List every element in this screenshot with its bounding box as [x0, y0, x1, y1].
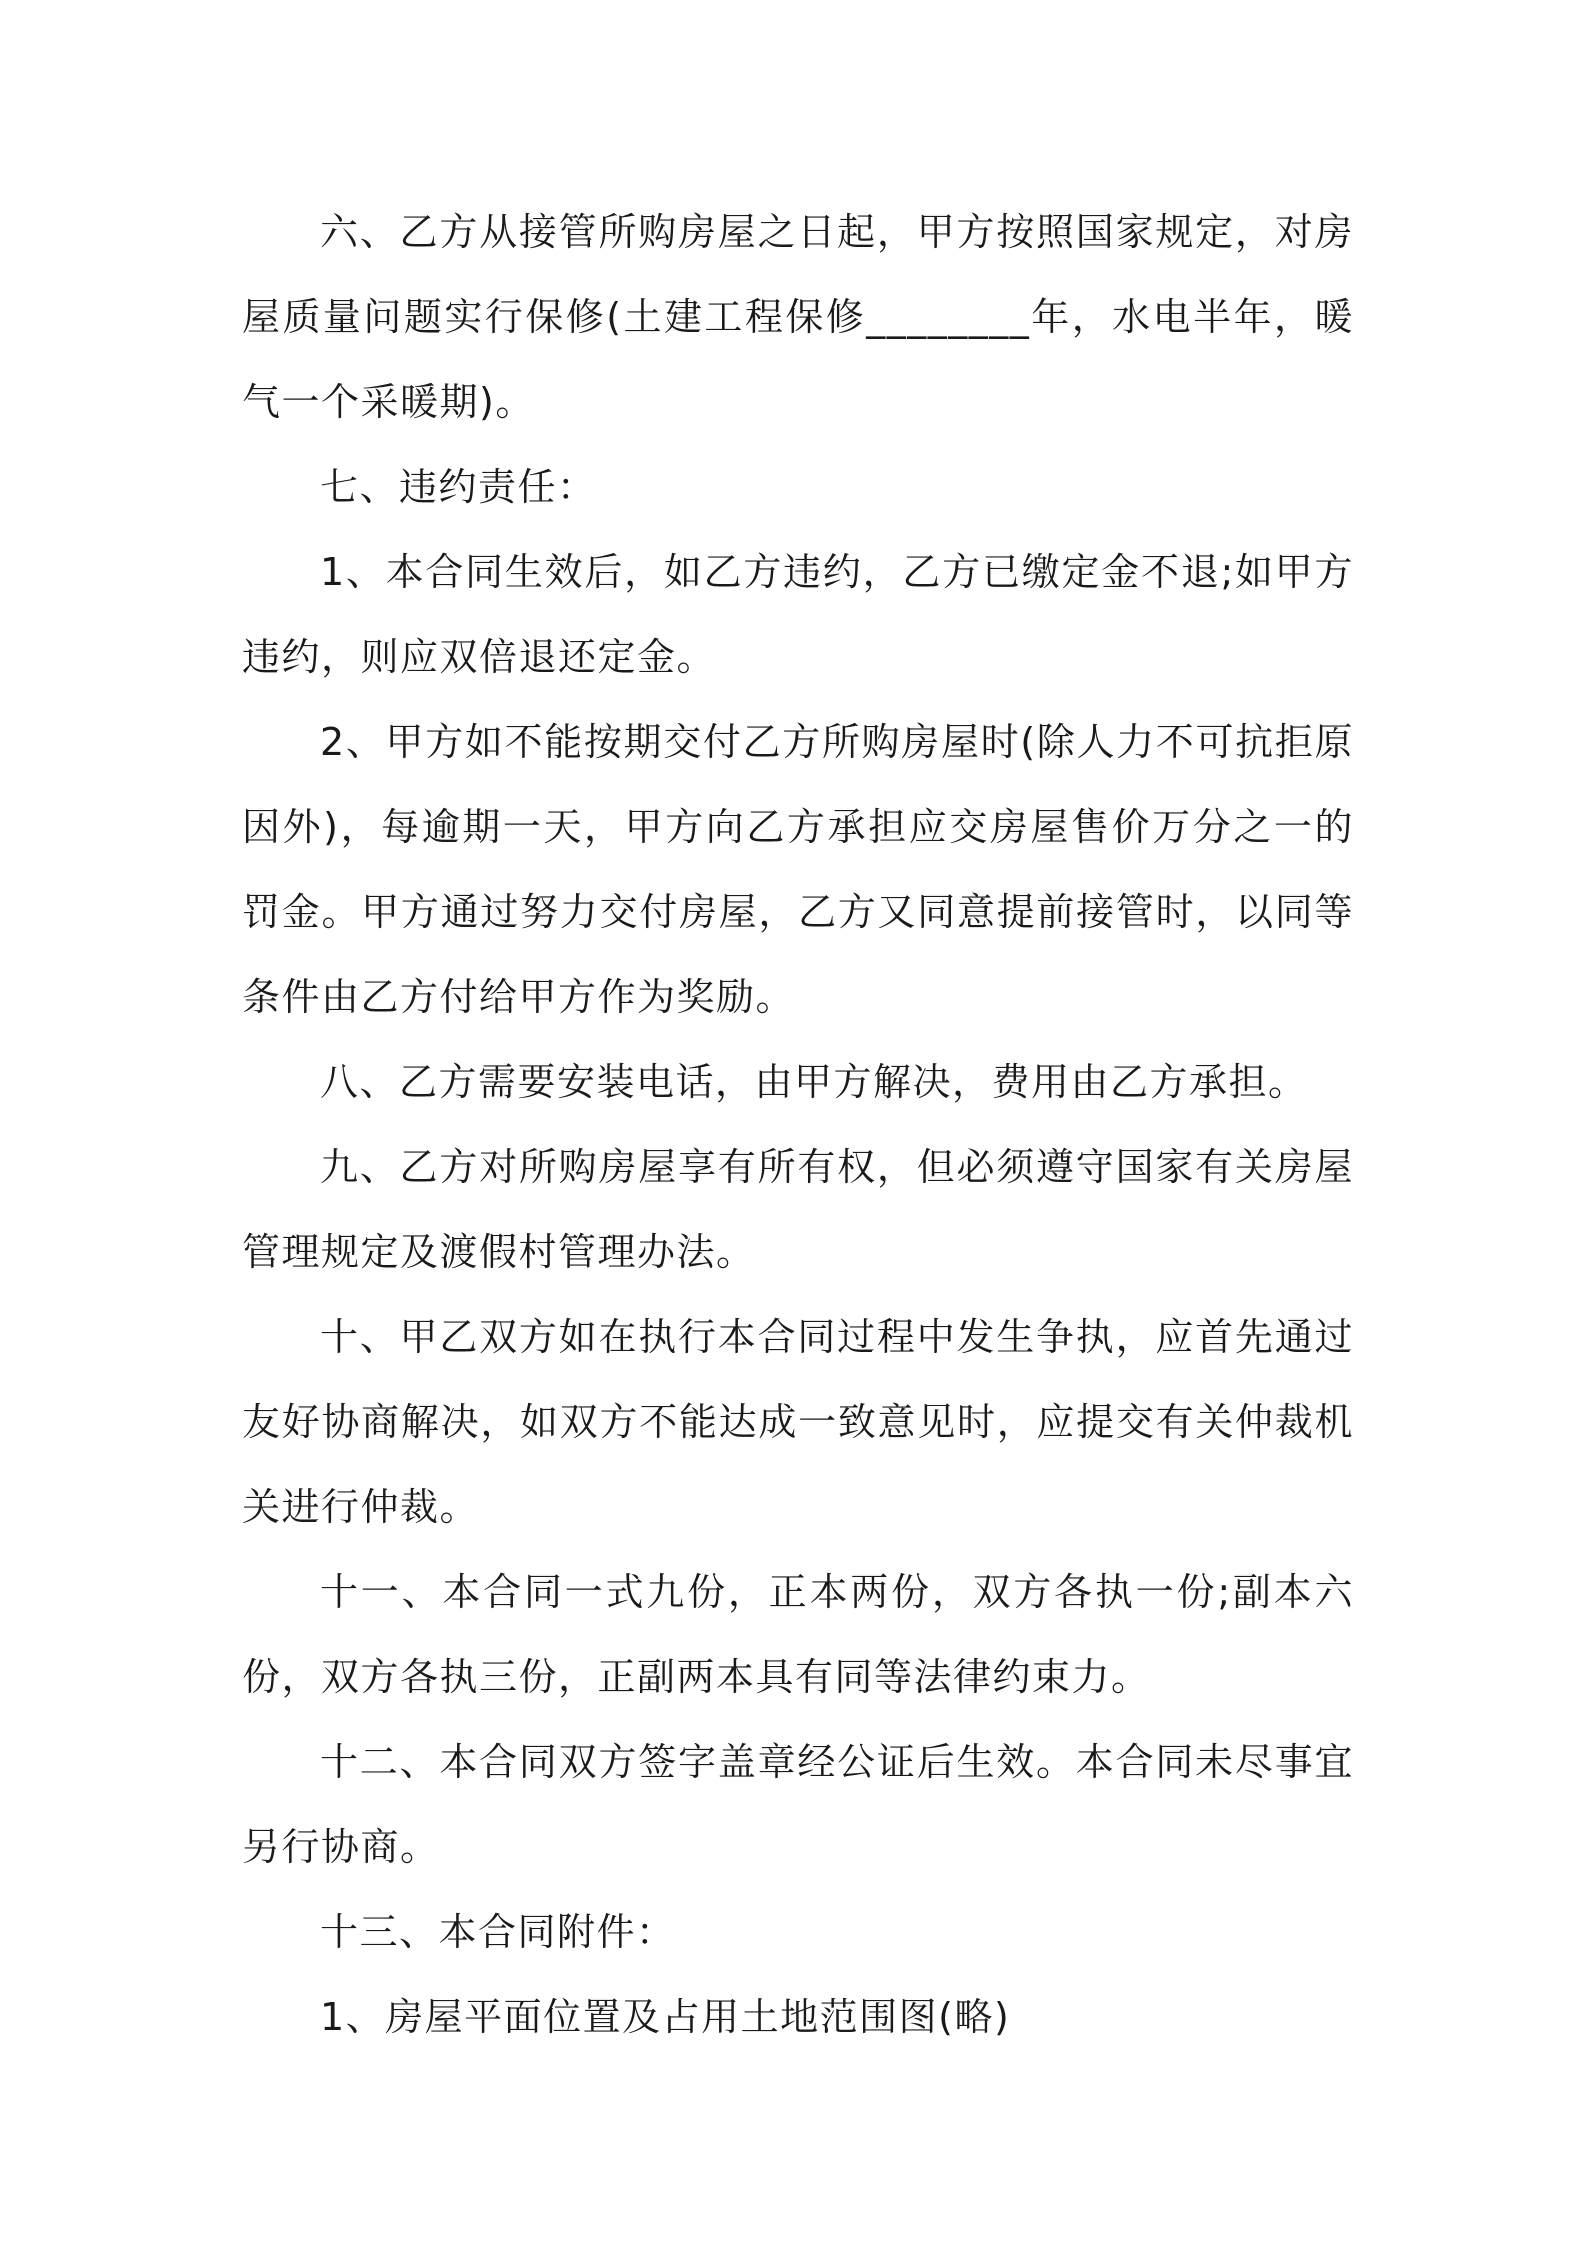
- paragraph-effect: 十二、本合同双方签字盖章经公证后生效。本合同未尽事宜另行协商。: [242, 1740, 1354, 1869]
- paragraph-attachment-1: 1、房屋平面位置及占用土地范围图(略): [320, 1995, 1011, 2039]
- paragraph-ownership: 九、乙方对所购房屋享有所有权，但必须遵守国家有关房屋管理规定及渡假村管理办法。: [242, 1145, 1354, 1274]
- paragraph-warranty: 六、乙方从接管所购房屋之日起，甲方按照国家规定，对房屋质量问题实行保修(土建工程保修________年，水电半年，暖气一个采暖期)。: [242, 210, 1354, 424]
- paragraph-dispute: 十、甲乙双方如在执行本合同过程中发生争执，应首先通过友好协商解决，如双方不能达成一致意见时，应提交有关仲裁机关进行仲裁。: [242, 1315, 1354, 1529]
- paragraph-late-delivery: 2、甲方如不能按期交付乙方所购房屋时(除人力不可抗拒原因外)，每逾期一天，甲方向乙方承担应交房屋售价万分之一的罚金。甲方通过努力交付房屋，乙方又同意提前接管时，以同等条件由乙方付给甲方作为奖励。: [242, 720, 1354, 1019]
- paragraph-copies: 十一、本合同一式九份，正本两份，双方各执一份;副本六份，双方各执三份，正副两本具有同等法律约束力。: [242, 1570, 1354, 1699]
- paragraph-attachments-heading: 十三、本合同附件：: [320, 1910, 676, 1954]
- contract-body: [242, 190, 1354, 2060]
- paragraph-deposit: 1、本合同生效后，如乙方违约，乙方已缴定金不退;如甲方违约，则应双倍退还定金。: [242, 550, 1354, 679]
- paragraph-telephone: 八、乙方需要安装电话，由甲方解决，费用由乙方承担。: [320, 1060, 1308, 1104]
- paragraph-breach-heading: 七、违约责任：: [320, 465, 597, 509]
